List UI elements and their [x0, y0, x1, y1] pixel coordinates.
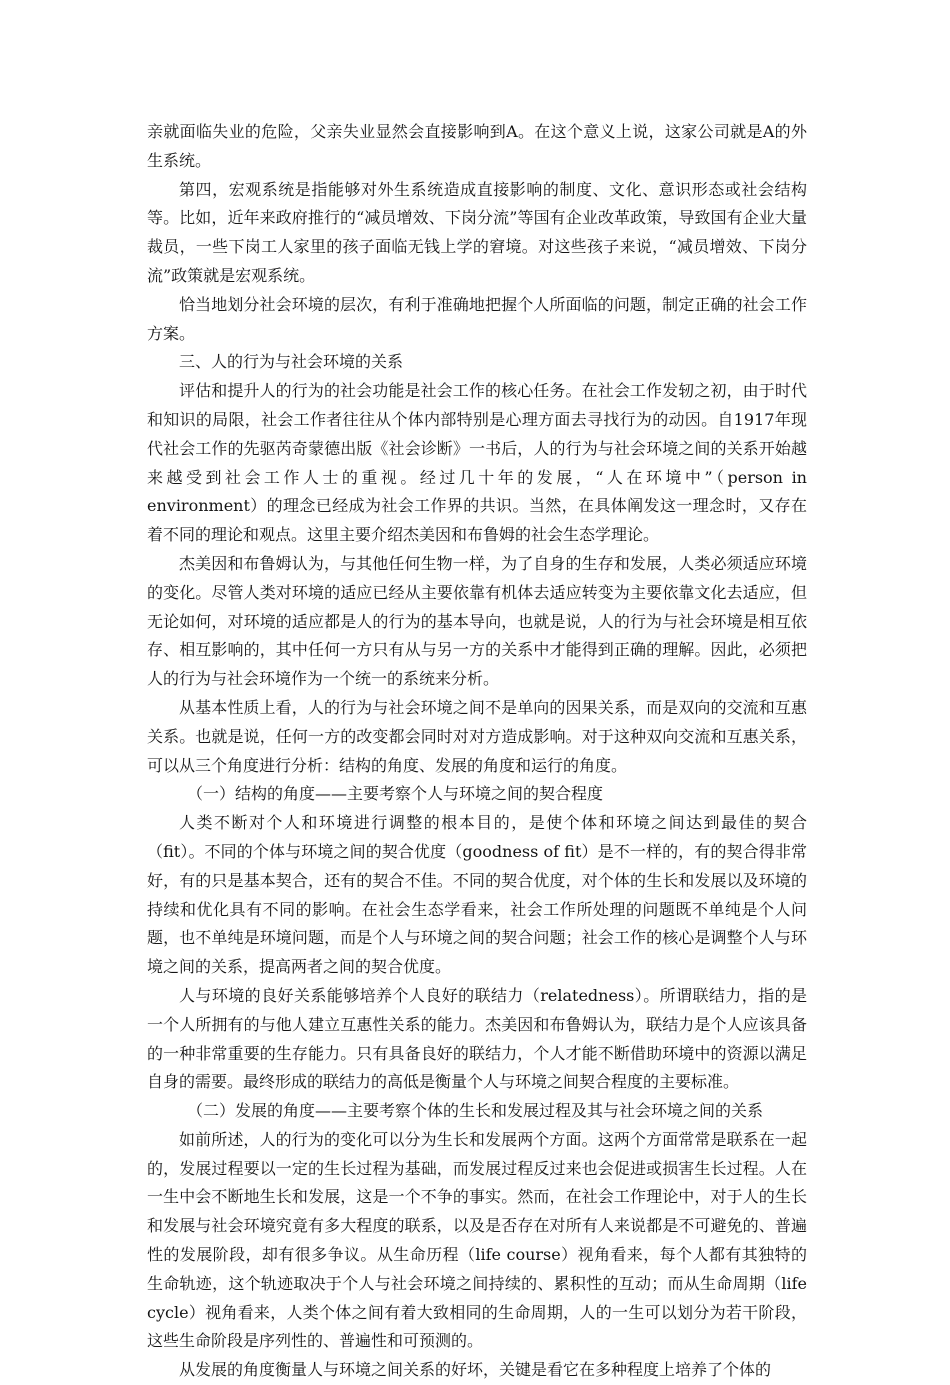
document-page: [147, 118, 807, 1385]
paragraph-continuation: 亲就面临失业的危险，父亲失业显然会直接影响到A。在这个意义上说，这家公司就是A的外生系统。: [147, 122, 807, 170]
paragraph-growth-development: 如前所述，人的行为的变化可以分为生长和发展两个方面。这两个方面常常是联系在一起的，发展过程要以一定的生长过程为基础，而发展过程反过来也会促进或损害生长过程。人在一生中会不断地生长和发展，这是一个不争的事实。然而，在社会工作理论中，对于人的生长和发展与社会环境究竟有多大程度的联系，以及是否存在对所有人来说都是不可避免的、普遍性的发展阶段，却有很多争议。从生命历程（life course）视角看来，每个人都有其独特的生命轨迹，这个轨迹取决于个人与社会环境之间持续的、累积性的互动；而从生命周期（life cycle）视角看来，人类个体之间有着大致相同的生命周期，人的一生可以划分为若干阶段，这些生命阶段是序列性的、普遍性和可预测的。: [147, 1129, 807, 1351]
paragraph-relatedness: 人与环境的良好关系能够培养个人良好的联结力（relatedness）。所谓联结力，指的是一个人所拥有的与他人建立互惠性关系的能力。杰美因和布鲁姆认为，联结力是个人应该具备的一种非常重要的生存能力。只有具备良好的联结力，个人才能不断借助环境中的资源以满足自身的需要。最终形成的联结力的高低是衡量个人与环境之间契合程度的主要标准。: [147, 985, 807, 1092]
section-heading: 三、人的行为与社会环境的关系: [179, 352, 404, 372]
subheading-development: （二）发展的角度——主要考察个体的生长和发展过程及其与社会环境之间的关系: [187, 1101, 764, 1121]
paragraph-development-measure: 从发展的角度衡量人与环境之间关系的好坏，关键是看它在多种程度上培养了个体的: [179, 1360, 772, 1380]
paragraph-environment-levels: 恰当地划分社会环境的层次，有利于准确地把握个人所面临的问题，制定正确的社会工作方案。: [147, 294, 807, 343]
subheading-structure: （一）结构的角度——主要考察个人与环境之间的契合程度: [187, 784, 604, 804]
paragraph-goodness-of-fit: 人类不断对个人和环境进行调整的根本目的，是使个体和环境之间达到最佳的契合（fit）。不同的个体与环境之间的契合优度（goodness of fit）是不一样的，有的契合得非常好，有的只是基本契合，还有的契合不佳。不同的契合优度，对个体的生长和发展以及环境的持续和优化具有不同的影响。在社会生态学看来，社会工作所处理的问题既不单纯是个人问题，也不单纯是环境问题，而是个人与环境之间的契合问题；社会工作的核心是调整个人与环境之间的关系，提高两者之间的契合优度。: [147, 813, 807, 977]
paragraph-macro-system: 第四，宏观系统是指能够对外生系统造成直接影响的制度、文化、意识形态或社会结构等。比如，近年来政府推行的“减员增效、下岗分流”等国有企业改革政策，导致国有企业大量裁员，一些下岗工人家里的孩子面临无钱上学的窘境。对这些孩子来说，“减员增效、下岗分流”政策就是宏观系统。: [147, 179, 807, 285]
paragraph-social-function: 评估和提升人的行为的社会功能是社会工作的核心任务。在社会工作发轫之初，由于时代和知识的局限，社会工作者往往从个体内部特别是心理方面去寻找行为的动因。自1917年现代社会工作的先驱芮奇蒙德出版《社会诊断》一书后，人的行为与社会环境之间的关系开始越来越受到社会工作人士的重视。经过几十年的发展，“人在环境中”（person in environment）的理念已经成为社会工作界的共识。当然，在具体阐发这一理念时，又存在着不同的理论和观点。这里主要介绍杰美因和布鲁姆的社会生态学理论。: [147, 381, 807, 545]
paragraph-reciprocal-relation: 从基本性质上看，人的行为与社会环境之间不是单向的因果关系，而是双向的交流和互惠关系。也就是说，任何一方的改变都会同时对对方造成影响。对于这种双向交流和互惠关系，可以从三个角度进行分析：结构的角度、发展的角度和运行的角度。: [147, 697, 807, 775]
paragraph-adaptation: 杰美因和布鲁姆认为，与其他任何生物一样，为了自身的生存和发展，人类必须适应环境的变化。尽管人类对环境的适应已经从主要依靠有机体去适应转变为主要依靠文化去适应，但无论如何，对环境的适应都是人的行为的基本导向，也就是说，人的行为与社会环境是相互依存、相互影响的，其中任何一方只有从与另一方的关系中才能得到正确的理解。因此，必须把人的行为与社会环境作为一个统一的系统来分析。: [147, 553, 807, 689]
